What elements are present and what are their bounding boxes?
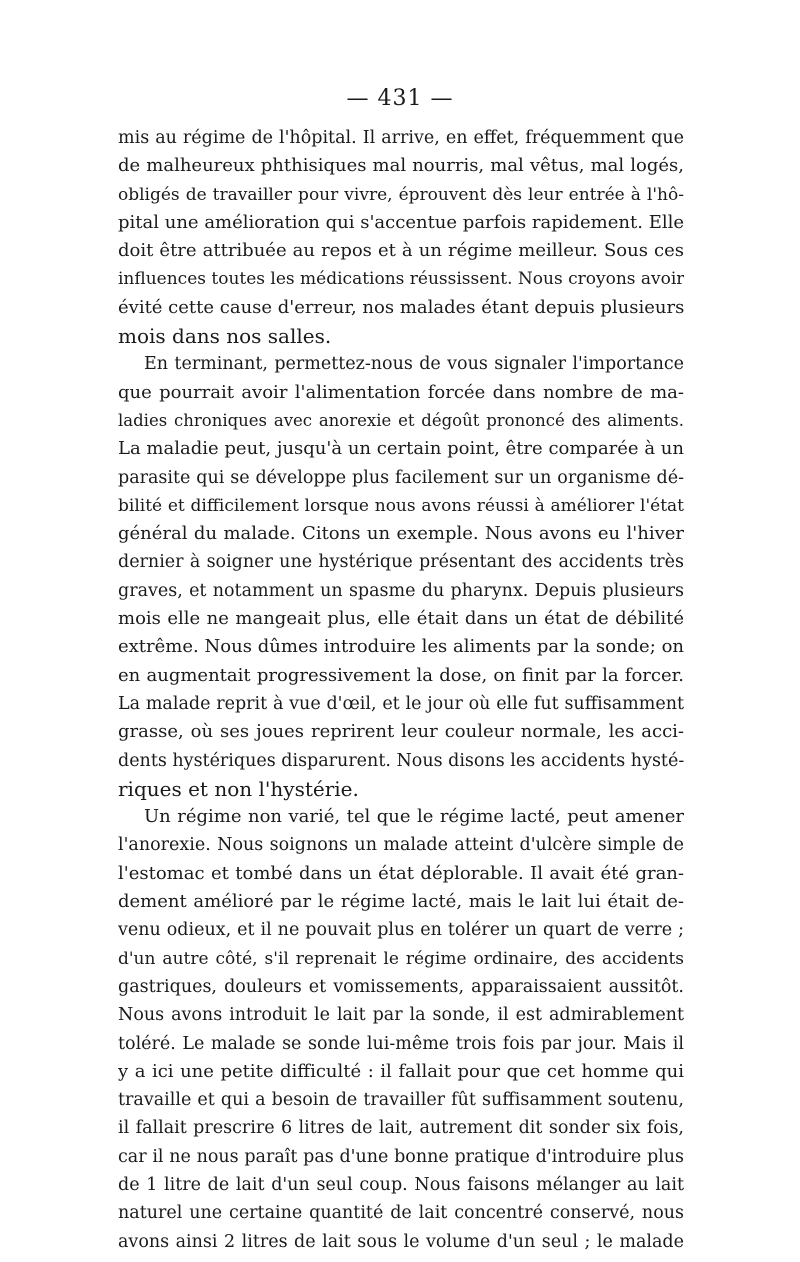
text-line: riques et non l'hystérie. — [118, 776, 359, 801]
text-line: graves, et notamment un spasme du pharynx. Depuis plusieurs — [118, 580, 684, 601]
text-line: doit être attribuée au repos et à un régime meilleur. Sous ces — [118, 240, 684, 262]
text-line: travaille et qui a besoin de travailler fût suffisamment soutenu, — [118, 1090, 684, 1111]
text-line: grasse, où ses joues reprirent leur couleur normale, les acci- — [118, 721, 684, 743]
text-line: En terminant, permettez-nous de vous signaler l'importance — [144, 354, 684, 375]
text-line: mois dans nos salles. — [118, 324, 332, 349]
text-line: dernier à soigner une hystérique présentant des accidents très — [118, 552, 684, 573]
text-line: l'estomac et tombé dans un état déplorable. Il avait été gran- — [118, 862, 684, 884]
text-line: dents hystériques disparurent. Nous disons les accidents hysté- — [118, 750, 684, 771]
text-line: gastriques, douleurs et vomissements, apparaissaient aussitôt. — [118, 976, 684, 997]
text-line: influences toutes les médications réussissent. Nous croyons avoir — [118, 269, 684, 290]
text-line: avons ainsi 2 litres de lait sous le volume d'un seul ; le malade — [118, 1231, 684, 1252]
text-line: toléré. Le malade se sonde lui-même trois fois par jour. Mais il — [118, 1033, 684, 1054]
text-line: en augmentait progressivement la dose, on finit par la forcer. — [118, 664, 684, 686]
text-line: parasite qui se développe plus facilement sur un organisme dé- — [118, 467, 684, 488]
text-line: naturel une certaine quantité de lait concentré conservé, nous — [118, 1203, 684, 1224]
text-line: La malade reprit à vue d'œil, et le jour où elle fut suffisamment — [118, 693, 684, 714]
text-line: l'anorexie. Nous soignons un malade atteint d'ulcère simple de — [118, 835, 684, 856]
text-line: dement amélioré par le régime lacté, mais le lait lui était de- — [118, 891, 684, 913]
text-line: bilité et difficilement lorsque nous avons réussi à améliorer l'état — [118, 495, 684, 516]
text-line: que pourrait avoir l'alimentation forcée dans nombre de ma- — [118, 381, 684, 403]
text-line: d'un autre côté, s'il reprenait le régime ordinaire, des accidents — [118, 948, 684, 969]
text-line: mois elle ne mangeait plus, elle était dans un état de débilité — [118, 608, 684, 630]
text-line: y a ici une petite difficulté : il fallait pour que cet homme qui — [118, 1060, 684, 1082]
text-line: Un régime non varié, tel que le régime lacté, peut amener — [144, 806, 684, 828]
text-line: ladies chroniques avec anorexie et dégoût prononcé des aliments. — [118, 410, 684, 430]
text-line: obligés de travailler pour vivre, éprouvent dès leur entrée à l'hô- — [118, 184, 684, 205]
text-line: Nous avons introduit le lait par la sonde, il est admirablement — [118, 1005, 684, 1026]
text-line: La maladie peut, jusqu'à un certain point, être comparée à un — [118, 438, 684, 460]
text-line: de 1 litre de lait d'un seul coup. Nous faisons mélanger au lait — [118, 1174, 684, 1195]
text-line: venu odieux, et il ne pouvait plus en tolérer un quart de verre ; — [118, 920, 684, 941]
text-line: évité cette cause d'erreur, nos malades étant depuis plusieurs — [118, 296, 684, 318]
body-text — [118, 124, 684, 1256]
page-number: — 431 — — [346, 86, 454, 111]
text-line: pital une amélioration qui s'accentue parfois rapidement. Elle — [118, 211, 684, 233]
text-line: extrême. Nous dûmes introduire les aliments par la sonde; on — [118, 636, 684, 658]
text-line: de malheureux phthisiques mal nourris, mal vêtus, mal logés, — [118, 155, 684, 177]
text-line: général du malade. Citons un exemple. Nous avons eu l'hiver — [118, 523, 684, 545]
text-line: il fallait prescrire 6 litres de lait, autrement dit sonder six fois, — [118, 1118, 684, 1139]
text-line: car il ne nous paraît pas d'une bonne pratique d'introduire plus — [118, 1146, 684, 1167]
text-line: mis au régime de l'hôpital. Il arrive, en effet, fréquemment que — [118, 128, 684, 148]
